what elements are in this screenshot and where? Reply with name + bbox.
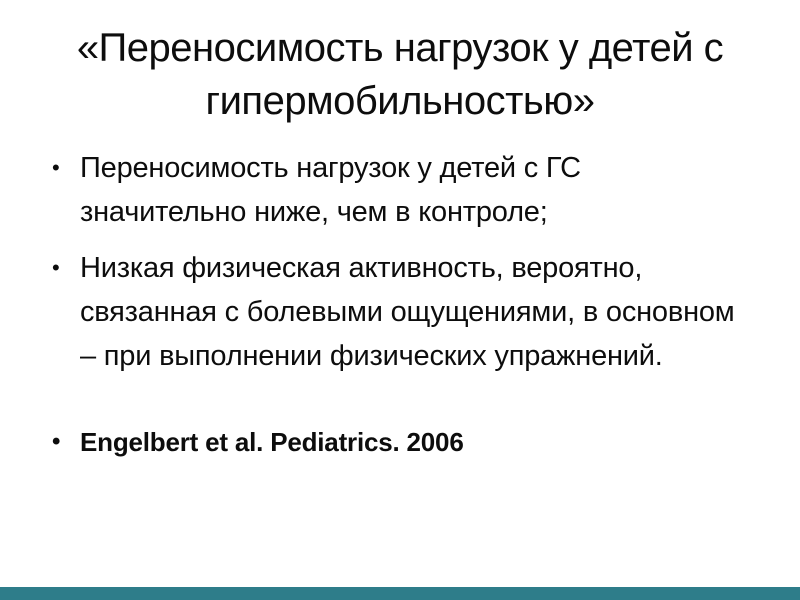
bullet-text: Переносимость нагрузок у детей с ГС значительно ниже, чем в контроле; xyxy=(80,151,581,228)
list-item xyxy=(52,146,800,234)
list-item xyxy=(52,246,800,378)
bottom-accent-bar xyxy=(0,587,800,600)
citation-text: Engelbert et al. Pediatrics. 2006 xyxy=(80,426,464,457)
citation xyxy=(52,424,800,460)
bullet-text: Низкая физическая активность, вероятно, связанная с болевыми ощущениями, в основном – при выполнении физических упражнений. xyxy=(80,251,735,372)
bullet-list xyxy=(52,146,800,378)
slide-title: «Переносимость нагрузок у детей с гипермобильностью» xyxy=(76,26,724,123)
bullet-dot-icon: • xyxy=(52,254,60,280)
bullet-dot-icon: • xyxy=(52,427,61,455)
bullet-dot-icon: • xyxy=(52,154,60,180)
